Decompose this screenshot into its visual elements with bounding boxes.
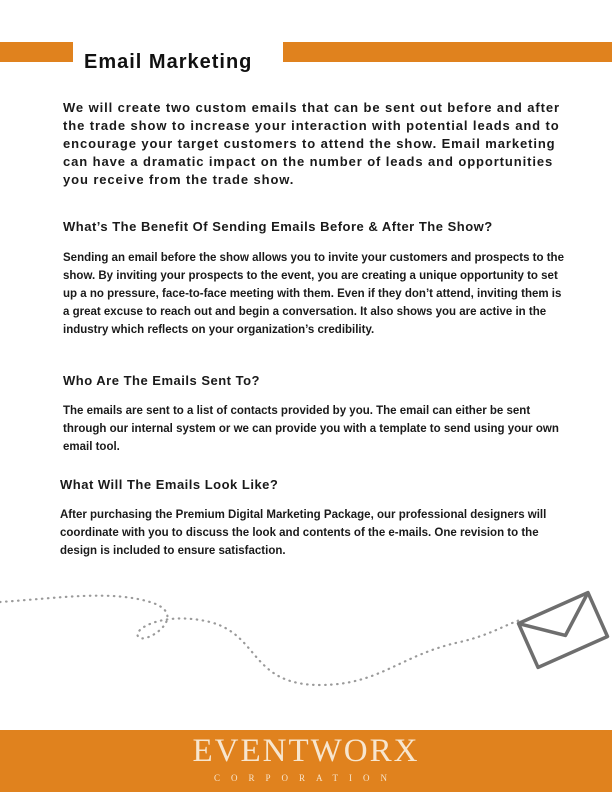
page-title: Email Marketing: [84, 51, 253, 74]
section-heading-look: What Will The Emails Look Like?: [60, 477, 279, 492]
section-body-look: After purchasing the Premium Digital Marketing Package, our professional designers will coordinate with you to discuss the look and contents of the e-mails. One revision to the design is included to ensure satisfaction.: [60, 509, 547, 557]
dotted-flight-path: [0, 580, 612, 700]
header-bar-left: [0, 42, 73, 62]
footer-logo: EVENTWORX: [192, 733, 420, 769]
intro-paragraph: We will create two custom emails that can be sent out before and after the trade show to increase your interaction with potential leads and to encourage your target customers to attend the show. Email marketing can have a dramatic impact on the number of leads and opportunities you receive from the trade show.: [63, 100, 560, 187]
header-bar-right: [283, 42, 612, 62]
section-body-recipients: The emails are sent to a list of contacts provided by you. The email can either be sent through our internal system or we can provide you with a template to send using your own email tool.: [63, 405, 559, 453]
footer-logo-subtext: CORPORATION: [213, 773, 398, 783]
envelope-icon: [519, 593, 608, 668]
section-heading-benefit: What’s The Benefit Of Sending Emails Before & After The Show?: [63, 219, 493, 234]
section-body-benefit: Sending an email before the show allows you to invite your customers and prospects to the show. By inviting your prospects to the event, you are creating a unique opportunity to set up a no pressure, face-to-face meeting with them. Even if they don’t attend, inviting them is a great excuse to reach out and begin a conversation. It also shows you are active in the industry which reflects on your organization’s credibility.: [63, 252, 564, 336]
section-heading-recipients: Who Are The Emails Sent To?: [63, 373, 260, 388]
